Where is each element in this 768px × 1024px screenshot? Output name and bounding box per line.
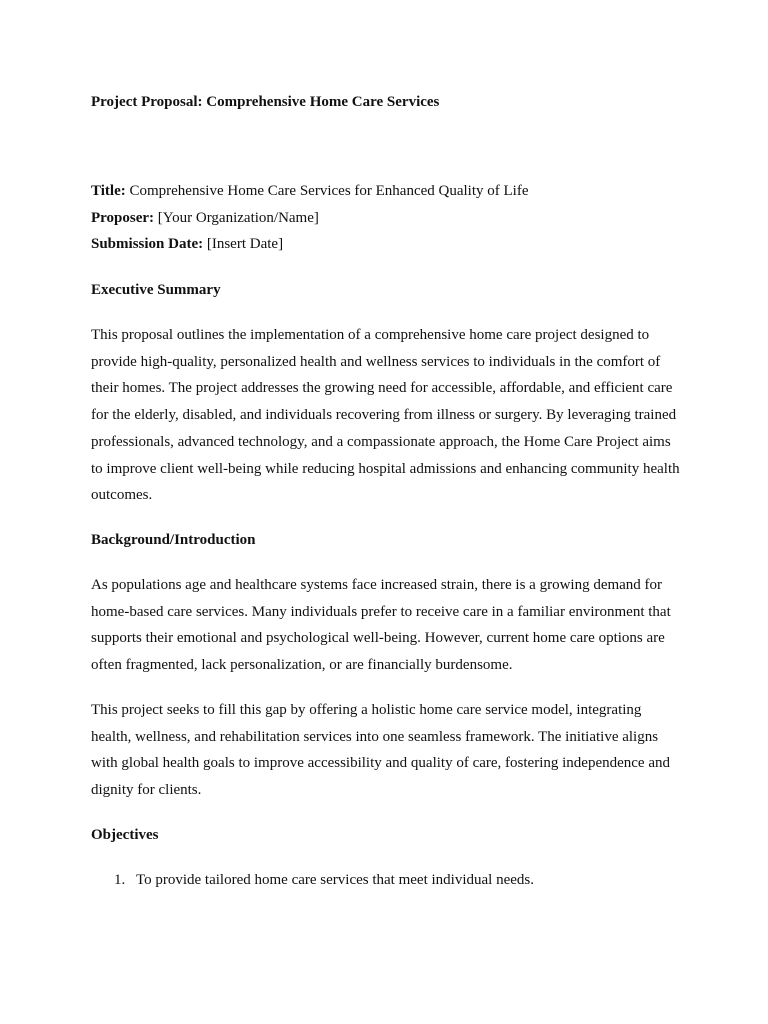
meta-proposer-line [91,205,681,232]
document-title: Project Proposal: Comprehensive Home Care Services [91,94,440,110]
meta-title-value: Comprehensive Home Care Services for Enhanced Quality of Life [125,183,529,199]
proposal-meta [91,178,681,258]
meta-proposer-label: Proposer: [91,209,155,226]
meta-title-line [91,178,681,205]
objectives-list [91,867,681,894]
objectives-heading: Objectives [91,827,159,843]
meta-proposer-value: [Your Organization/Name] [154,209,319,226]
background-paragraph-1: As populations age and healthcare systems face increased strain, there is a growing demand for home-based care services. Many individuals prefer to receive care in a familiar environment that supports their emotional and psychological well-being. However, current home care options are often fragmented, lack personalization, or are financially burdensome. [91,577,671,674]
list-item [91,867,681,894]
background-paragraph-2: This project seeks to fill this gap by offering a holistic home care service model, integrating health, wellness, and rehabilitation services into one seamless framework. The initiative aligns with global health goals to improve accessibility and quality of care, fostering independence and dignity for clients. [91,702,670,799]
list-item-text: To provide tailored home care services that meet individual needs. [136,872,534,888]
executive-summary-paragraph: This proposal outlines the implementation of a comprehensive home care project designed to provide high-quality, personalized health and wellness services to individuals in the comfort of their homes. The project addresses the growing need for accessible, affordable, and efficient care for the elderly, disabled, and individuals recovering from illness or surgery. By leveraging trained professionals, advanced technology, and a compassionate approach, the Home Care Project aims to improve client well-being while reducing hospital admissions and enhancing community health outcomes. [91,327,680,504]
list-item-number: 1. [114,872,126,888]
meta-date-label: Submission Date: [91,236,204,253]
background-heading: Background/Introduction [91,532,256,548]
meta-date-value: [Insert Date] [203,236,284,253]
meta-date-line [91,231,681,258]
meta-title-label: Title: [91,183,126,199]
executive-summary-heading: Executive Summary [91,282,221,298]
